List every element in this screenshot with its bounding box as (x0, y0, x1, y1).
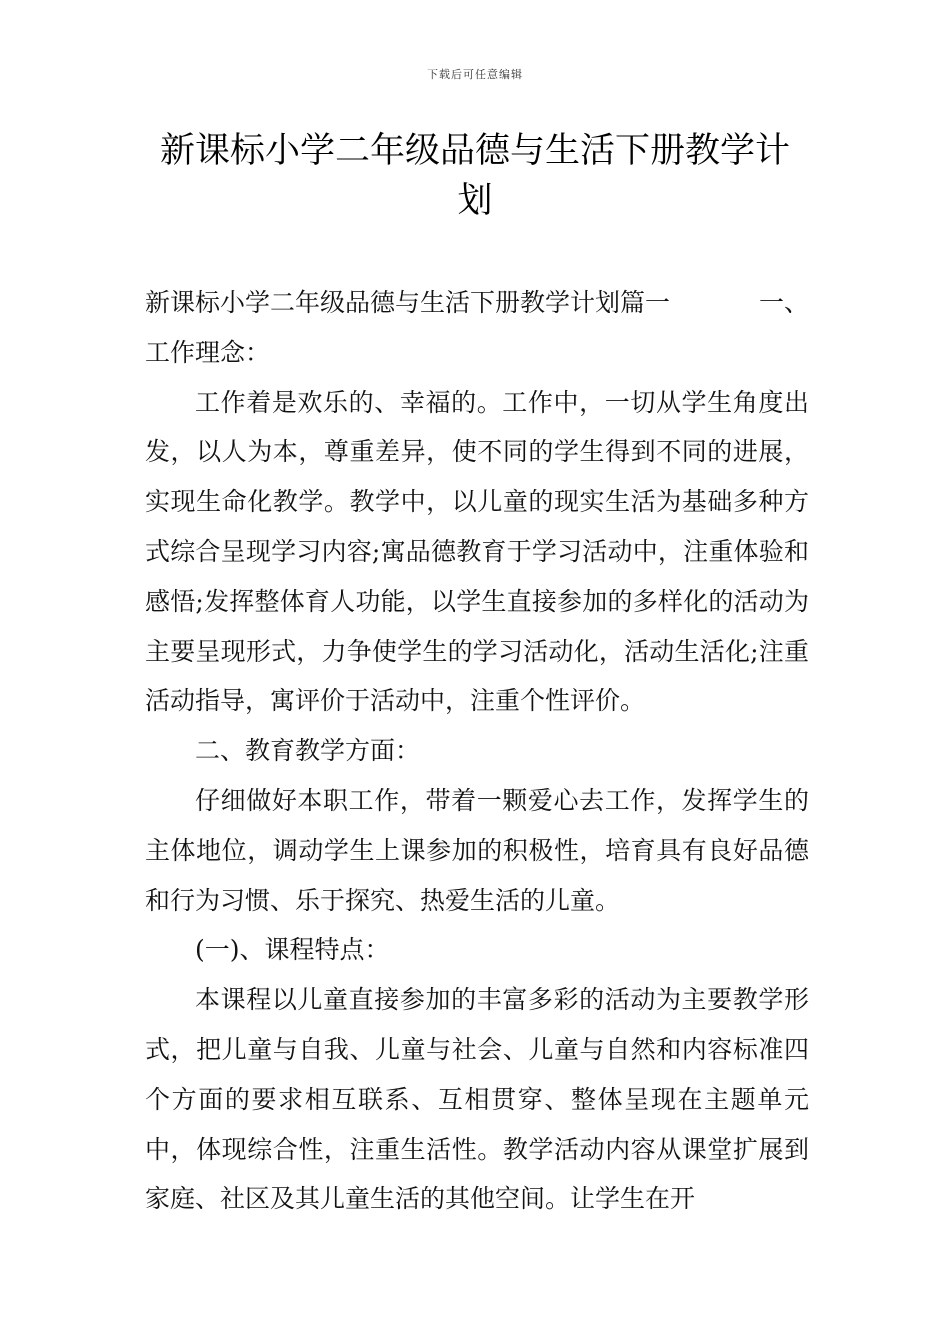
document-title: 新课标小学二年级品德与生活下册教学计划 (159, 131, 790, 221)
header-note: 下载后可任意编辑 (427, 68, 523, 81)
intro-line (145, 278, 809, 328)
document-body (145, 278, 809, 1224)
intro-title-text: 新课标小学二年级品德与生活下册教学计划篇一 (145, 288, 671, 317)
paragraph-work-concept: 工作着是欢乐的、幸福的。工作中，一切从学生角度出发，以人为本，尊重差异，使不同的学生得到不同的进展，实现生命化教学。教学中，以儿童的现实生活为基础多种方式综合呈现学习内容;寓品德教育于学习活动中，注重体验和感悟;发挥整体育人功能，以学生直接参加的多样化的活动为主要呈现形式，力争使学生的学习活动化，活动生活化;注重活动指导，寓评价于活动中，注重个性评价。 (145, 387, 809, 716)
section-heading-teaching: 二、教育教学方面： (195, 736, 421, 766)
paragraph-teaching: 仔细做好本职工作，带着一颗爱心去工作，发挥学生的主体地位，调动学生上课参加的积极性，培育具有良好品德和行为习惯、乐于探究、热爱生活的儿童。 (145, 785, 809, 915)
paragraph-course-features: 本课程以儿童直接参加的丰富多彩的活动为主要教学形式，把儿童与自我、儿童与社会、儿童与自然和内容标准四个方面的要求相互联系、互相贯穿、整体呈现在主题单元中，体现综合性，注重生活性。教学活动内容从课堂扩展到家庭、社区及其儿童生活的其他空间。让学生在开 (145, 985, 809, 1214)
intro-section-number: 一、 (758, 288, 809, 317)
section-heading-work-concept: 工作理念： (145, 337, 271, 367)
subsection-heading-course-features: (一)、课程特点： (195, 935, 390, 965)
